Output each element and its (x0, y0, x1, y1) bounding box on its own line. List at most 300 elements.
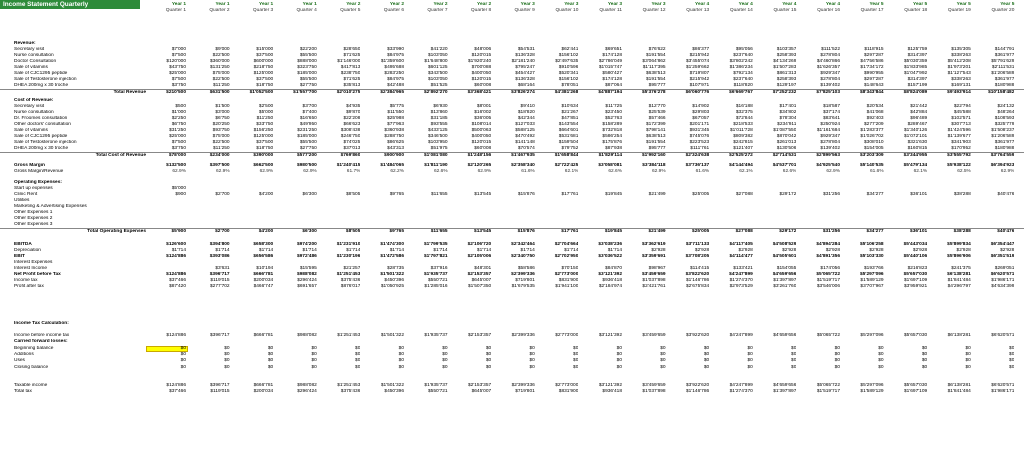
table-cell[interactable]: $0 (1009, 358, 1015, 363)
table-cell[interactable]: $120'015 (471, 53, 492, 58)
table-cell[interactable]: $0 (180, 365, 186, 370)
table-cell[interactable]: $0 (442, 346, 448, 351)
table-cell[interactable]: $3'203'309 (859, 153, 884, 158)
table-cell[interactable]: $3'736'137 (685, 163, 710, 168)
table-cell[interactable]: $0 (791, 365, 797, 370)
table-cell[interactable]: $719'807 (689, 71, 710, 76)
table-cell[interactable]: $0 (660, 346, 666, 351)
table-cell[interactable]: $6'750 (215, 116, 230, 121)
table-cell[interactable]: $1'500 (215, 104, 230, 109)
table-cell[interactable]: $1'397'897 (773, 389, 797, 394)
table-cell[interactable]: $42'488 (387, 83, 404, 88)
table-cell[interactable]: $1'484'065 (380, 163, 404, 168)
table-cell[interactable]: $577'200 (296, 153, 317, 158)
table-cell[interactable]: $550'721 (428, 278, 448, 283)
table-cell[interactable]: $396'717 (209, 272, 230, 277)
table-cell[interactable]: $154'055 (776, 266, 797, 271)
table-cell[interactable]: $133'421 (733, 266, 753, 271)
table-cell[interactable]: 62.9% (215, 169, 230, 174)
table-cell[interactable]: $972'486 (296, 254, 317, 259)
table-cell[interactable]: $929'347 (820, 71, 840, 76)
table-cell[interactable]: $2'120'265 (467, 163, 492, 168)
table-cell[interactable]: $11'250 (213, 83, 230, 88)
table-cell[interactable]: $36'005 (474, 116, 492, 121)
table-cell[interactable]: $216'823 (907, 266, 928, 271)
table-cell[interactable]: $51'525 (430, 83, 448, 88)
table-cell[interactable]: $111'522 (821, 47, 840, 52)
table-cell[interactable]: $6'620'571 (990, 272, 1015, 277)
table-cell[interactable]: $160'815 (907, 146, 928, 151)
table-cell[interactable]: $4'144'494 (729, 163, 753, 168)
table-cell[interactable]: $0 (834, 346, 840, 351)
table-cell[interactable]: $2'500 (258, 104, 274, 109)
table-cell[interactable]: $7'500 (171, 77, 186, 82)
table-cell[interactable]: $0 (660, 365, 666, 370)
table-cell[interactable]: 62.5% (957, 169, 971, 174)
table-cell[interactable]: $40'476 (997, 192, 1015, 197)
table-cell[interactable]: $1'799'535 (423, 242, 448, 247)
table-cell[interactable]: $31'256 (822, 229, 840, 234)
table-cell[interactable]: $9'870 (346, 110, 361, 115)
table-cell[interactable]: $86'625 (387, 140, 404, 145)
table-cell[interactable]: $3'711'133 (685, 242, 710, 247)
table-cell[interactable]: $3'359'691 (641, 254, 666, 259)
table-cell[interactable]: $1'248'156 (467, 153, 492, 158)
table-cell[interactable]: $114'415 (689, 266, 710, 271)
table-cell[interactable]: $7'825'103 (816, 90, 840, 95)
table-cell[interactable]: $314'397 (907, 77, 928, 82)
table-cell[interactable]: $278'804 (820, 53, 840, 58)
table-cell[interactable]: $237'640 (733, 53, 753, 58)
table-cell[interactable]: $1'127'543 (947, 71, 971, 76)
table-cell[interactable]: $4'634'399 (991, 284, 1015, 289)
table-cell[interactable]: $11'250 (256, 116, 274, 121)
table-cell[interactable]: $6'620'571 (991, 383, 1015, 388)
table-cell[interactable]: $297'287 (864, 53, 884, 58)
table-cell[interactable]: $16'650 (299, 116, 317, 121)
table-cell[interactable]: $69'651 (605, 47, 622, 52)
table-cell[interactable]: $66'623 (343, 122, 361, 127)
table-cell[interactable]: $193'766 (864, 266, 884, 271)
table-cell[interactable]: $36'101 (910, 192, 928, 197)
table-cell[interactable]: $218'533 (733, 122, 753, 127)
table-cell[interactable]: $4'134'269 (773, 59, 797, 64)
table-cell[interactable]: $6'394'923 (990, 163, 1015, 168)
table-cell[interactable]: $0 (703, 358, 710, 363)
table-cell[interactable]: $792'134 (733, 71, 753, 76)
table-cell[interactable]: $450'396 (384, 389, 404, 394)
table-cell[interactable]: $48'301 (474, 266, 492, 271)
table-cell[interactable]: $0 (703, 346, 710, 351)
table-cell[interactable]: $296'424 (297, 278, 317, 283)
table-cell[interactable]: $185'000 (297, 71, 317, 76)
table-cell[interactable]: $0 (1009, 352, 1015, 357)
table-cell[interactable]: $1'697'109 (904, 278, 928, 283)
table-cell[interactable]: $0 (355, 352, 361, 357)
table-cell[interactable]: $1'519'717 (816, 389, 840, 394)
table-cell[interactable]: $55'500 (299, 77, 317, 82)
table-cell[interactable]: $10'634 (561, 104, 579, 109)
table-cell[interactable]: $6'138'281 (947, 272, 971, 277)
table-cell[interactable]: $2'384'965 (380, 90, 404, 95)
table-cell[interactable]: $37'466 (169, 278, 186, 283)
table-cell[interactable]: $2'340'750 (511, 254, 535, 259)
table-cell[interactable]: 62.9% (303, 169, 317, 174)
table-cell[interactable]: $0 (747, 346, 753, 351)
table-cell[interactable]: $120'000 (166, 59, 186, 64)
table-cell[interactable]: $9'765 (389, 192, 404, 197)
table-cell[interactable]: $1'251'453 (336, 272, 361, 277)
table-cell[interactable]: $154'005 (864, 146, 884, 151)
table-cell[interactable]: $0 (703, 365, 710, 370)
table-cell[interactable]: $3'058'081 (598, 163, 622, 168)
table-cell[interactable]: $3'802'242 (729, 59, 753, 64)
table-cell[interactable]: $2'928 (694, 248, 710, 253)
table-cell[interactable]: $87'420 (169, 284, 186, 289)
table-cell[interactable]: $0 (791, 346, 797, 351)
table-cell[interactable]: $9'493'914 (947, 90, 971, 95)
table-cell[interactable]: $278'804 (820, 140, 840, 145)
table-cell[interactable]: $0 (965, 365, 971, 370)
table-cell[interactable]: $0 (442, 358, 448, 363)
table-cell[interactable]: $174'128 (602, 53, 622, 58)
table-cell[interactable]: $17'401 (779, 104, 797, 109)
table-cell[interactable]: $1'697'109 (904, 389, 928, 394)
table-cell[interactable]: $48'006 (474, 47, 492, 52)
table-cell[interactable]: $43'313 (387, 146, 404, 151)
table-cell[interactable]: $900'900 (384, 153, 404, 158)
table-cell[interactable]: $71'625 (343, 53, 361, 58)
table-cell[interactable]: $1'146'786 (686, 278, 710, 283)
table-cell[interactable]: $3'362'619 (641, 242, 666, 247)
table-cell[interactable]: $3'121'392 (598, 333, 622, 338)
table-cell[interactable]: $5'443'034 (903, 242, 928, 247)
table-cell[interactable]: $5'899'834 (947, 242, 971, 247)
table-cell[interactable]: $288'750 (384, 134, 404, 139)
table-cell[interactable]: $2'722'425 (554, 163, 579, 168)
table-cell[interactable]: $215'942 (689, 77, 710, 82)
table-cell[interactable]: $156'102 (558, 77, 579, 82)
table-cell[interactable]: $6'930 (433, 104, 448, 109)
table-cell[interactable]: $139'402 (820, 83, 840, 88)
table-cell[interactable]: $6'750 (171, 122, 186, 127)
table-cell[interactable]: $4'894'284 (816, 242, 840, 247)
table-cell[interactable]: $664'601 (558, 128, 579, 133)
table-cell[interactable]: $375'436 (340, 278, 361, 283)
table-cell[interactable]: $645'007 (471, 389, 492, 394)
table-cell[interactable]: $215'942 (689, 53, 710, 58)
table-cell[interactable]: $0 (573, 346, 579, 351)
table-cell[interactable]: $1'274'370 (729, 389, 753, 394)
table-cell[interactable]: $6'351'519 (990, 254, 1015, 259)
table-cell[interactable]: $3'708'205 (685, 254, 710, 259)
table-cell[interactable]: $4'537'701 (772, 163, 797, 168)
table-cell[interactable]: $19'845 (604, 229, 622, 234)
table-cell[interactable]: $283'250 (384, 71, 404, 76)
table-cell[interactable]: $120'015 (471, 140, 492, 145)
table-cell[interactable]: $1'000 (171, 110, 186, 115)
table-cell[interactable]: $28'735 (387, 266, 404, 271)
table-cell[interactable]: $888'000 (297, 59, 317, 64)
table-cell[interactable]: $67'057 (692, 116, 710, 121)
table-cell[interactable]: $103'950 (428, 140, 448, 145)
table-cell[interactable]: $3'455'074 (686, 59, 710, 64)
table-cell[interactable]: $156'102 (558, 53, 579, 58)
table-cell[interactable]: $0 (529, 365, 535, 370)
table-cell[interactable]: $1'714 (520, 248, 535, 253)
table-cell[interactable]: $0 (311, 352, 317, 357)
table-cell[interactable]: $4'381'268 (554, 90, 579, 95)
table-cell[interactable]: 62.6% (433, 169, 448, 174)
table-cell[interactable]: $3'707'967 (860, 284, 884, 289)
table-cell[interactable]: $861'313 (776, 71, 797, 76)
table-cell[interactable]: $11'725 (605, 104, 622, 109)
table-cell[interactable]: $638'513 (646, 71, 666, 76)
table-cell[interactable]: $37'500 (256, 77, 274, 82)
table-cell[interactable]: $500 (175, 104, 186, 109)
table-cell[interactable]: $5'440'106 (903, 254, 928, 259)
table-cell[interactable]: $1'251'453 (337, 383, 361, 388)
table-cell[interactable]: $277'209 (864, 122, 884, 127)
table-cell[interactable]: $95'777 (648, 83, 666, 88)
table-cell[interactable]: $1'714 (346, 248, 361, 253)
table-cell[interactable]: 62.6% (608, 169, 622, 174)
table-cell[interactable]: $586'254 (602, 134, 622, 139)
table-cell[interactable]: $1'467'935 (511, 153, 535, 158)
table-cell[interactable]: $5'065'722 (816, 272, 840, 277)
table-cell[interactable]: 62.2% (390, 169, 404, 174)
table-cell[interactable]: $120'015 (471, 77, 492, 82)
table-cell[interactable]: $1'424'596 (947, 128, 971, 133)
table-cell[interactable]: $37'916 (430, 266, 448, 271)
table-cell[interactable]: $31'250 (169, 128, 186, 133)
table-cell[interactable]: $1'714 (258, 248, 274, 253)
table-cell[interactable]: $580'427 (602, 71, 622, 76)
table-cell[interactable]: $390'000 (253, 153, 274, 158)
table-cell[interactable]: $870'042 (776, 134, 797, 139)
table-cell[interactable]: $238'750 (340, 71, 361, 76)
table-cell[interactable]: $0 (355, 358, 361, 363)
table-cell[interactable]: $2'773'000 (555, 383, 579, 388)
table-cell[interactable]: $4'247'899 (729, 383, 753, 388)
table-cell[interactable]: $1'231'910 (336, 242, 361, 247)
table-cell[interactable]: $200'034 (253, 389, 274, 394)
table-cell[interactable]: $1'626'357 (816, 65, 840, 70)
table-cell[interactable]: $4'200 (258, 229, 274, 234)
table-cell[interactable]: $12'770 (648, 104, 666, 109)
table-cell[interactable]: $5'938'122 (947, 163, 971, 168)
table-cell[interactable]: $0 (267, 365, 274, 370)
table-cell[interactable]: $2'250 (171, 116, 186, 121)
table-cell[interactable]: $666'781 (253, 383, 274, 388)
table-cell[interactable]: $5'775 (389, 104, 404, 109)
table-cell[interactable]: $0 (573, 352, 579, 357)
table-cell[interactable]: $277'702 (210, 284, 230, 289)
table-cell[interactable]: $1'679'535 (511, 284, 535, 289)
table-cell[interactable]: $103'357 (776, 47, 797, 52)
table-cell[interactable]: $72'844 (735, 116, 753, 121)
table-cell[interactable]: $62'441 (561, 47, 579, 52)
table-cell[interactable]: $70'150 (561, 266, 579, 271)
table-cell[interactable]: $11'250 (213, 146, 230, 151)
table-cell[interactable]: $7'000 (171, 47, 186, 52)
table-cell[interactable]: $3'121'392 (598, 272, 622, 277)
table-cell[interactable]: $10'194 (256, 266, 274, 271)
table-cell[interactable]: $170'952 (951, 146, 971, 151)
table-cell[interactable]: 61.6% (869, 169, 884, 174)
table-cell[interactable]: $6'138'281 (947, 333, 971, 338)
table-cell[interactable]: $4'887'194 (598, 90, 622, 95)
table-cell[interactable]: $3'922'620 (686, 383, 710, 388)
table-cell[interactable]: $3'459'659 (642, 333, 666, 338)
table-cell[interactable]: $74'025 (343, 140, 361, 145)
table-cell[interactable]: $15'876 (517, 229, 535, 234)
table-cell[interactable]: $1'829'114 (598, 153, 622, 158)
table-cell[interactable]: $0 (180, 358, 186, 363)
table-cell[interactable]: $289'467 (907, 122, 928, 127)
table-cell[interactable]: $0 (485, 346, 492, 351)
table-cell[interactable]: $1'501'322 (380, 383, 404, 388)
table-cell[interactable]: $191'554 (646, 53, 666, 58)
table-cell[interactable]: $360'000 (210, 59, 230, 64)
table-cell[interactable]: $0 (965, 352, 971, 357)
table-cell[interactable]: $57'466 (648, 116, 666, 121)
table-cell[interactable]: $0 (529, 346, 535, 351)
table-cell[interactable]: $93'750 (212, 128, 230, 133)
table-cell[interactable]: $95'777 (648, 146, 666, 151)
table-cell[interactable]: $0 (485, 358, 492, 363)
table-cell[interactable]: $7'500 (171, 53, 186, 58)
table-cell[interactable]: $25'000 (169, 134, 186, 139)
table-cell[interactable]: $3'822'620 (685, 272, 710, 277)
table-cell[interactable]: $831'900 (558, 278, 579, 283)
table-cell[interactable]: $16'002 (474, 110, 492, 115)
table-cell[interactable]: $11'655 (431, 192, 448, 197)
table-cell[interactable]: $8'001 (476, 104, 492, 109)
table-cell[interactable]: $4'925'540 (816, 163, 840, 168)
table-cell[interactable]: $5'376'278 (641, 90, 666, 95)
table-cell[interactable]: $237'640 (733, 77, 753, 82)
table-cell[interactable]: $157'199 (907, 83, 928, 88)
table-cell[interactable]: $125'000 (253, 134, 274, 139)
table-cell[interactable]: $0 (616, 358, 622, 363)
table-cell[interactable]: $1'240'415 (336, 163, 361, 168)
table-cell[interactable]: $5'896'906 (947, 254, 971, 259)
table-cell[interactable]: $0 (442, 352, 448, 357)
table-cell[interactable]: $9'410 (520, 104, 535, 109)
table-cell[interactable]: $4'508'529 (772, 242, 797, 247)
table-cell[interactable]: $37'500 (256, 53, 274, 58)
table-cell[interactable]: $3'555'792 (947, 153, 971, 158)
table-cell[interactable]: $4'659'656 (773, 333, 797, 338)
table-cell[interactable]: $346'500 (428, 134, 448, 139)
table-cell[interactable]: $16'188 (735, 104, 753, 109)
table-cell[interactable]: $0 (224, 365, 230, 370)
table-cell[interactable]: $0 (355, 365, 361, 370)
table-cell[interactable]: $14'902 (692, 104, 710, 109)
table-cell[interactable]: $102'571 (951, 116, 971, 121)
table-cell[interactable]: $2'700 (215, 229, 230, 234)
table-cell[interactable]: $22'500 (212, 53, 230, 58)
table-cell[interactable]: $1'557'700 (293, 90, 317, 95)
table-cell[interactable]: $2'497'635 (555, 59, 579, 64)
table-cell[interactable]: $1'047'992 (904, 71, 928, 76)
table-cell[interactable]: $1'011'728 (729, 128, 753, 133)
table-cell[interactable]: $450'396 (384, 278, 404, 283)
table-cell[interactable]: $0 (878, 365, 884, 370)
table-cell[interactable]: $314'397 (907, 53, 928, 58)
table-cell[interactable]: $5'479'134 (903, 163, 928, 168)
table-cell[interactable]: $3'959'921 (904, 284, 928, 289)
table-cell[interactable]: $191'554 (646, 77, 666, 82)
table-cell[interactable]: $719'801 (515, 278, 535, 283)
table-cell[interactable]: $18'820 (517, 110, 535, 115)
table-cell[interactable]: 62.9% (826, 169, 840, 174)
table-cell[interactable]: $201'171 (689, 122, 710, 127)
table-cell[interactable]: $34'277 (866, 229, 884, 234)
table-cell[interactable]: $1'986'171 (991, 389, 1015, 394)
table-cell[interactable]: $83'641 (823, 116, 840, 121)
table-cell[interactable]: $9'765 (389, 229, 404, 234)
table-cell[interactable]: $130'506 (776, 146, 797, 151)
table-cell[interactable]: $5'030'359 (904, 59, 928, 64)
table-cell[interactable]: $0 (180, 346, 186, 351)
table-cell[interactable]: $0 (921, 352, 928, 357)
table-cell[interactable]: $21'442 (910, 104, 928, 109)
table-cell[interactable]: $323'750 (297, 65, 317, 70)
table-cell[interactable]: $34'802 (779, 110, 797, 115)
table-cell[interactable]: $1'714 (433, 248, 448, 253)
table-cell[interactable]: $5'000 (258, 110, 274, 115)
table-cell[interactable]: $2'675'834 (686, 284, 710, 289)
table-cell[interactable]: $341'903 (951, 140, 971, 145)
table-cell[interactable]: $0 (921, 346, 928, 351)
table-cell[interactable]: $1'285'016 (424, 284, 448, 289)
table-cell[interactable]: $55'500 (299, 140, 317, 145)
table-cell[interactable]: $719'801 (515, 389, 535, 394)
table-cell[interactable]: $495'688 (384, 65, 404, 70)
table-cell[interactable]: $6'300 (302, 229, 317, 234)
table-cell[interactable]: $4'200 (258, 192, 274, 197)
table-cell[interactable]: $0 (311, 358, 317, 363)
table-cell[interactable]: $0 (616, 346, 622, 351)
table-cell[interactable]: $1'507'283 (773, 65, 797, 70)
table-cell[interactable]: $103'050 (428, 77, 448, 82)
table-cell[interactable]: $6'620'571 (991, 333, 1015, 338)
table-cell[interactable]: $662'500 (253, 163, 274, 168)
table-cell[interactable]: $988'082 (296, 272, 317, 277)
table-cell[interactable]: $0 (791, 352, 797, 357)
table-cell[interactable]: $2'399'336 (511, 383, 535, 388)
table-cell[interactable]: $4'891'356 (816, 254, 840, 259)
table-cell[interactable]: $47'851 (561, 116, 579, 121)
table-cell[interactable]: $1'026'702 (860, 134, 884, 139)
table-cell[interactable]: $666'781 (253, 272, 274, 277)
table-cell[interactable]: $156'250 (253, 128, 274, 133)
table-cell[interactable]: $6'138'281 (947, 383, 971, 388)
table-cell[interactable]: $107'971 (689, 83, 710, 88)
table-cell[interactable]: $910'596 (558, 65, 579, 70)
table-cell[interactable]: $25'005 (692, 229, 710, 234)
table-cell[interactable]: $393'086 (209, 254, 230, 259)
table-cell[interactable]: $22'500 (212, 77, 230, 82)
table-cell[interactable]: $111'761 (690, 146, 710, 151)
table-cell[interactable]: $2'700 (215, 192, 230, 197)
table-cell[interactable]: $17'761 (561, 192, 579, 197)
table-cell[interactable]: $1'274'370 (729, 278, 753, 283)
table-cell[interactable]: $98'967 (648, 266, 666, 271)
table-cell[interactable]: $125'000 (253, 71, 274, 76)
